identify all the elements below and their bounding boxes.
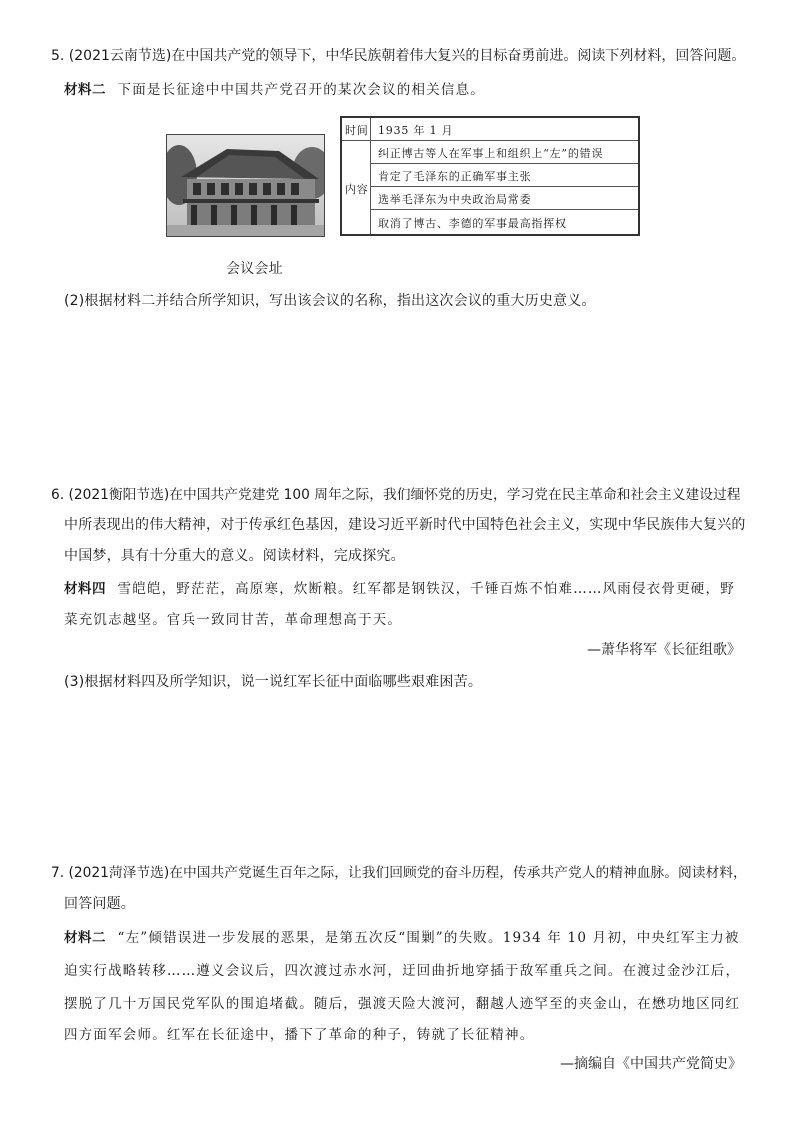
q6-stem-line: 6. (2021衡阳节选)在中国共产党建党 100 周年之际，我们缅怀党的历史，学习党在民主革命和社会主义建设过程 [51, 487, 741, 503]
q7-material-line: “左”倾错误进一步发展的恶果，是第五次反“围剿”的失败。1934 年 10 月初，中央红军主力被 [117, 930, 740, 946]
table-time-label: 时间 [345, 124, 369, 137]
q7-source: —摘编自《中国共产党简史》 [560, 1056, 742, 1072]
q6-material [64, 577, 735, 597]
q5-sub-question: (2)根据材料二并结合所学知识，写出该会议的名称，指出这次会议的重大历史意义。 [64, 293, 596, 309]
q5-material-text: 下面是长征途中中国共产党召开的某次会议的相关信息。 [117, 82, 485, 98]
table-content-item: 纠正博古等人在军事上和组织上“左”的错误 [378, 147, 604, 160]
q6-material-label: 材料四 [64, 581, 106, 597]
q6-material-line: 菜充饥志越坚。官兵一致同甘苦，革命理想高于天。 [64, 612, 403, 628]
q7-material-label: 材料二 [64, 930, 106, 946]
q7-stem-line: 7. (2021菏泽节选)在中国共产党诞生百年之际，让我们回顾党的奋斗历程，传承共产党人的精神血脉。阅读材料， [51, 865, 747, 881]
photo-caption: 会议会址 [226, 261, 283, 277]
table-content-item: 选举毛泽东为中央政治局常委 [378, 193, 532, 206]
q6-stem-line: 中所表现出的伟大精神，对于传承红色基因，建设习近平新时代中国特色社会主义，实现中华民族伟大复兴的 [64, 517, 746, 533]
q7-material-line: 四方面军会师。红军在长征途中，播下了革命的种子，铸就了长征精神。 [64, 1027, 535, 1043]
table-content-label: 内容 [345, 183, 369, 196]
q7-stem-line: 回答问题。 [64, 896, 135, 912]
q5-material [64, 78, 485, 98]
q6-material-line: 雪皑皑，野茫茫，高原寒，炊断粮。红军都是钢铁汉，千锤百炼不怕难……风雨侵衣骨更硬，野 [117, 581, 735, 597]
q6-sub-question: (3)根据材料四及所学知识，说一说红军长征中面临哪些艰难困苦。 [64, 674, 483, 690]
q7-material [64, 926, 740, 946]
q7-material-line: 摆脱了几十万国民党军队的围追堵截。随后，强渡天险大渡河，翻越人迹罕至的夹金山，在懋功地区同红 [64, 996, 741, 1012]
table-time-value: 1935 年 1 月 [378, 124, 454, 137]
table-content-item: 取消了博古、李德的军事最高指挥权 [378, 217, 567, 230]
meeting-site-photo [166, 134, 325, 237]
q5-material-label: 材料二 [64, 82, 106, 98]
q6-source: —萧华将军《长征组歌》 [587, 642, 741, 658]
q6-stem-line: 中国梦，具有十分重大的意义。阅读材料，完成探究。 [64, 548, 405, 564]
table-content-item: 肯定了毛泽东的正确军事主张 [378, 170, 532, 183]
meeting-info-table [340, 116, 640, 236]
q5-stem: 5. (2021云南节选)在中国共产党的领导下，中华民族朝着伟大复兴的目标奋勇前进。阅读下列材料，回答问题。 [51, 48, 746, 64]
q7-material-line: 迫实行战略转移……遵义会议后，四次渡过赤水河，迂回曲折地穿插于敌军重兵之间。在渡过金沙江后， [64, 963, 741, 979]
